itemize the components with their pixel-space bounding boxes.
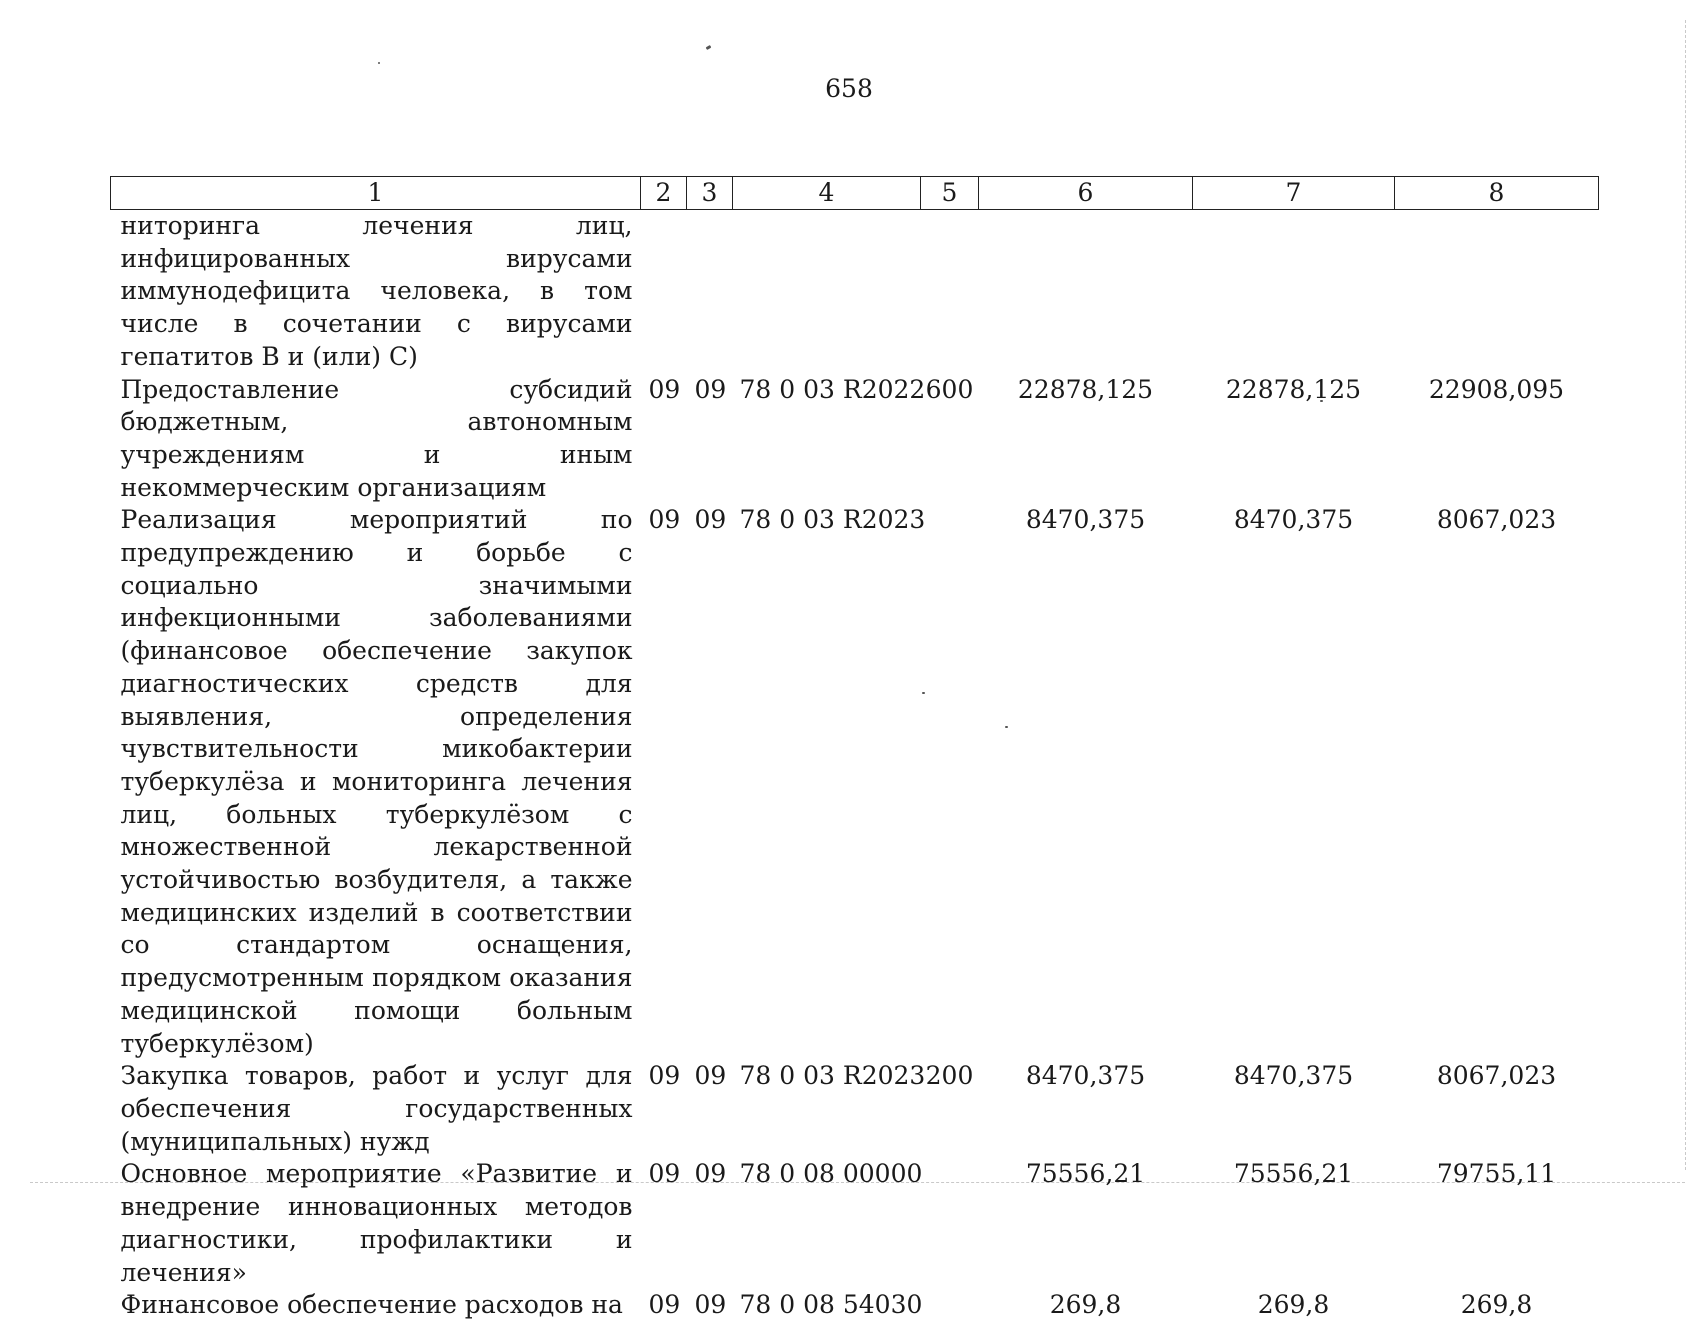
cell-expense-type: 200 xyxy=(925,1061,974,1091)
cell-section: 09 xyxy=(648,1159,681,1189)
cell-amount-col8: 8067,023 xyxy=(1436,505,1557,535)
cell-expense-type xyxy=(921,1158,979,1289)
column-header: 7 xyxy=(1193,177,1395,210)
cell-amount-col7 xyxy=(1193,210,1395,374)
table-row xyxy=(111,374,1599,505)
table-row xyxy=(111,1289,1599,1322)
cell-amount-col7: 22878,125 xyxy=(1225,374,1362,404)
cell-target-article: 78 0 03 R2023 xyxy=(739,1061,926,1091)
table-row xyxy=(111,1060,1599,1158)
cell-amount-col8: 8067,023 xyxy=(1436,1061,1557,1091)
cell-expense-type: 600 xyxy=(925,374,974,404)
column-header: 6 xyxy=(979,177,1193,210)
page-number: 658 xyxy=(825,74,873,103)
cell-amount-col6: 269,8 xyxy=(1049,1290,1122,1320)
cell-amount-col7: 8470,375 xyxy=(1233,1061,1354,1091)
row-name: Финансовое обеспечение расходов на xyxy=(120,1290,623,1320)
cell-amount-col8: 269,8 xyxy=(1460,1290,1533,1320)
column-header: 2 xyxy=(641,177,687,210)
cell-subsection: 09 xyxy=(694,1290,727,1320)
cell-amount-col6: 8470,375 xyxy=(1025,505,1146,535)
budget-table xyxy=(110,176,1599,1322)
cell-section xyxy=(641,210,687,374)
table-row xyxy=(111,1158,1599,1289)
page-edge-right xyxy=(1685,20,1686,1170)
table-row xyxy=(111,210,1599,374)
cell-target-article: 78 0 03 R2022 xyxy=(739,374,926,404)
column-header: 8 xyxy=(1395,177,1599,210)
cell-target-article: 78 0 03 R2023 xyxy=(739,505,926,535)
cell-amount-col8: 22908,095 xyxy=(1428,374,1565,404)
scan-speck xyxy=(378,62,380,64)
cell-amount-col6: 75556,21 xyxy=(1025,1159,1146,1189)
cell-section: 09 xyxy=(648,1290,681,1320)
cell-subsection: 09 xyxy=(694,1159,727,1189)
column-header: 3 xyxy=(687,177,733,210)
row-name: Реализация мероприятий по предупреждению и борьбе с социально значимыми инфекционными заболеваниями (финансовое обеспечение закупок диагностических средств для выявления, определения чувствительности микобактерии туберкулёза и мониторинга лечения лиц, больных туберкулёзом с множественной лекарственной устойчивостью возбудителя, а также медицинских изделий в соответствии со стандартом оснащения, предусмотренным порядком оказания медицинской помощи больным туберкулёзом) xyxy=(120,505,633,1058)
row-name: ниторинга лечения лиц, инфицированных вирусами иммунодефицита человека, в том числе в сочетании с вирусами гепатитов В и (или) С) xyxy=(120,211,633,371)
column-header: 5 xyxy=(921,177,979,210)
cell-expense-type xyxy=(921,1289,979,1322)
cell-section: 09 xyxy=(648,374,681,404)
row-name: Основное мероприятие «Развитие и внедрение инновационных методов диагностики, профилактики и лечения» xyxy=(120,1159,633,1287)
table-row xyxy=(111,504,1599,1060)
cell-expense-type xyxy=(921,210,979,374)
cell-subsection xyxy=(687,210,733,374)
cell-expense-type xyxy=(921,504,979,1060)
cell-target-article: 78 0 08 54030 xyxy=(739,1290,923,1320)
cell-amount-col7: 75556,21 xyxy=(1233,1159,1354,1189)
cell-target-article xyxy=(733,210,921,374)
cell-subsection: 09 xyxy=(694,505,727,535)
cell-section: 09 xyxy=(648,1061,681,1091)
cell-amount-col8: 79755,11 xyxy=(1436,1159,1557,1189)
column-header: 4 xyxy=(733,177,921,210)
row-name: Закупка товаров, работ и услуг для обеспечения государственных (муниципальных) нужд xyxy=(120,1061,633,1156)
cell-amount-col8 xyxy=(1395,210,1599,374)
scan-speck xyxy=(706,45,712,50)
cell-amount-col6 xyxy=(979,210,1193,374)
cell-amount-col6: 22878,125 xyxy=(1017,374,1154,404)
cell-section: 09 xyxy=(648,505,681,535)
cell-amount-col7: 269,8 xyxy=(1257,1290,1330,1320)
cell-amount-col7: 8470,375 xyxy=(1233,505,1354,535)
column-header: 1 xyxy=(111,177,641,210)
cell-subsection: 09 xyxy=(694,374,727,404)
cell-target-article: 78 0 08 00000 xyxy=(739,1159,923,1189)
row-name: Предоставление субсидий бюджетным, автономным учреждениям и иным некоммерческим организациям xyxy=(120,374,633,502)
cell-subsection: 09 xyxy=(694,1061,727,1091)
table-header-row xyxy=(111,177,1599,210)
cell-amount-col6: 8470,375 xyxy=(1025,1061,1146,1091)
